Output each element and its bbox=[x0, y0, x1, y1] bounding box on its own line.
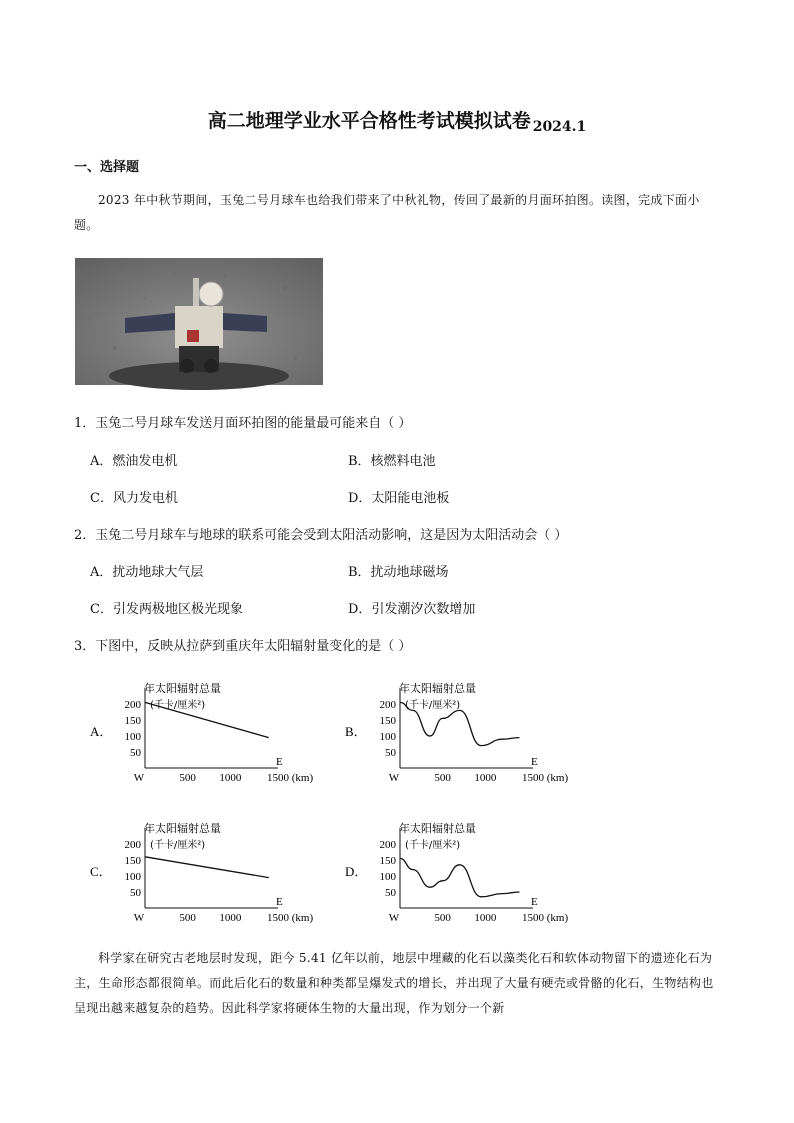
x-tick-label: 1500 (km) bbox=[267, 772, 314, 784]
x-end-label: E bbox=[276, 756, 283, 768]
question-2-option-a[interactable]: A．扰动地球大气层 bbox=[90, 565, 204, 580]
closing-paragraph: 科学家在研究古老地层时发现，距今 5.41 亿年以前，地层中埋藏的化石以藻类化石和软体动物留下的遗迹化石为主，生命形态都很简单。而此后化石的数量和种类都呈爆发式的增长，并出现了大量有硬壳或骨骼的化石，生物结构也呈现出越来越复杂的趋势。因此科学家将硬体生物的大量出现，作为划分一个新 bbox=[74, 951, 714, 1015]
x-start-label: W bbox=[388, 772, 400, 784]
x-tick-label: 500 bbox=[434, 912, 451, 924]
y-tick-label: 150 bbox=[124, 855, 141, 867]
x-end-label: E bbox=[276, 896, 283, 908]
chart-option-b[interactable] bbox=[345, 680, 569, 785]
chart-option-label: D． bbox=[345, 864, 368, 879]
y-tick-label: 200 bbox=[379, 839, 396, 851]
x-start-label: W bbox=[133, 912, 145, 924]
title-text: 高二地理学业水平合格性考试模拟试卷 bbox=[207, 110, 531, 132]
y-tick-label: 100 bbox=[379, 731, 396, 743]
chart-title: 年太阳辐射总量 bbox=[144, 682, 221, 695]
page-title bbox=[0, 106, 794, 133]
question-3-stem: 3．下图中，反映从拉萨到重庆年太阳辐射量变化的是（ ） bbox=[74, 639, 412, 654]
question-1-option-b[interactable]: B．核燃料电池 bbox=[348, 454, 436, 469]
radiation-curve bbox=[145, 702, 269, 737]
x-tick-label: 1500 (km) bbox=[267, 912, 314, 924]
y-tick-label: 200 bbox=[124, 699, 141, 711]
y-tick-label: 100 bbox=[379, 871, 396, 883]
chart-unit: (千卡/厘米²) bbox=[150, 700, 206, 711]
question-1-option-a[interactable]: A．燃油发电机 bbox=[90, 454, 178, 469]
chart-option-d[interactable] bbox=[345, 820, 569, 925]
question-1-option-d[interactable]: D．太阳能电池板 bbox=[348, 491, 450, 506]
y-tick-label: 150 bbox=[379, 855, 396, 867]
y-tick-label: 50 bbox=[385, 887, 396, 899]
x-end-label: E bbox=[531, 756, 538, 768]
y-tick-label: 100 bbox=[124, 731, 141, 743]
y-tick-label: 150 bbox=[124, 715, 141, 727]
section-title: 一、选择题 bbox=[74, 160, 140, 175]
x-tick-label: 1000 bbox=[474, 772, 497, 784]
x-tick-label: 500 bbox=[434, 772, 451, 784]
x-tick-label: 1500 (km) bbox=[522, 772, 569, 784]
question-2-option-d[interactable]: D．引发潮汐次数增加 bbox=[348, 602, 476, 617]
chart-option-label: A． bbox=[90, 724, 113, 739]
x-tick-label: 1000 bbox=[219, 912, 242, 924]
y-tick-label: 200 bbox=[124, 839, 141, 851]
x-tick-label: 1000 bbox=[474, 912, 497, 924]
chart-title: 年太阳辐射总量 bbox=[399, 822, 476, 835]
chart-title: 年太阳辐射总量 bbox=[399, 682, 476, 695]
x-tick-label: 500 bbox=[179, 772, 196, 784]
x-tick-label: 1500 (km) bbox=[522, 912, 569, 924]
chart-unit: (千卡/厘米²) bbox=[405, 840, 461, 851]
y-tick-label: 50 bbox=[130, 887, 141, 899]
radiation-curve bbox=[145, 857, 269, 878]
x-start-label: W bbox=[133, 772, 145, 784]
chart-option-label: C． bbox=[90, 864, 112, 879]
x-tick-label: 1000 bbox=[219, 772, 242, 784]
chart-option-label: B． bbox=[345, 724, 367, 739]
y-tick-label: 50 bbox=[385, 747, 396, 759]
chart-option-a[interactable] bbox=[90, 680, 314, 785]
chart-unit: (千卡/厘米²) bbox=[405, 700, 461, 711]
intro-paragraph: 2023 年中秋节期间，玉兔二号月球车也给我们带来了中秋礼物，传回了最新的月面环拍图。读图，完成下面小题。 bbox=[74, 193, 700, 232]
x-end-label: E bbox=[531, 896, 538, 908]
chart-option-c[interactable] bbox=[90, 820, 314, 925]
radiation-curve bbox=[400, 858, 519, 896]
y-tick-label: 50 bbox=[130, 747, 141, 759]
y-tick-label: 100 bbox=[124, 871, 141, 883]
title-year: 2024.1 bbox=[532, 119, 587, 135]
moon-rover-photo bbox=[75, 258, 323, 385]
y-tick-label: 200 bbox=[379, 699, 396, 711]
question-1-stem: 1．玉兔二号月球车发送月面环拍图的能量最可能来自（ ） bbox=[74, 416, 412, 431]
y-tick-label: 150 bbox=[379, 715, 396, 727]
x-start-label: W bbox=[388, 912, 400, 924]
chart-title: 年太阳辐射总量 bbox=[144, 822, 221, 835]
x-tick-label: 500 bbox=[179, 912, 196, 924]
question-2-option-b[interactable]: B．扰动地球磁场 bbox=[348, 565, 449, 580]
question-2-stem: 2．玉兔二号月球车与地球的联系可能会受到太阳活动影响，这是因为太阳活动会（ ） bbox=[74, 528, 568, 543]
question-1-option-c[interactable]: C．风力发电机 bbox=[90, 491, 178, 506]
chart-unit: (千卡/厘米²) bbox=[150, 840, 206, 851]
question-2-option-c[interactable]: C．引发两极地区极光现象 bbox=[90, 602, 243, 617]
